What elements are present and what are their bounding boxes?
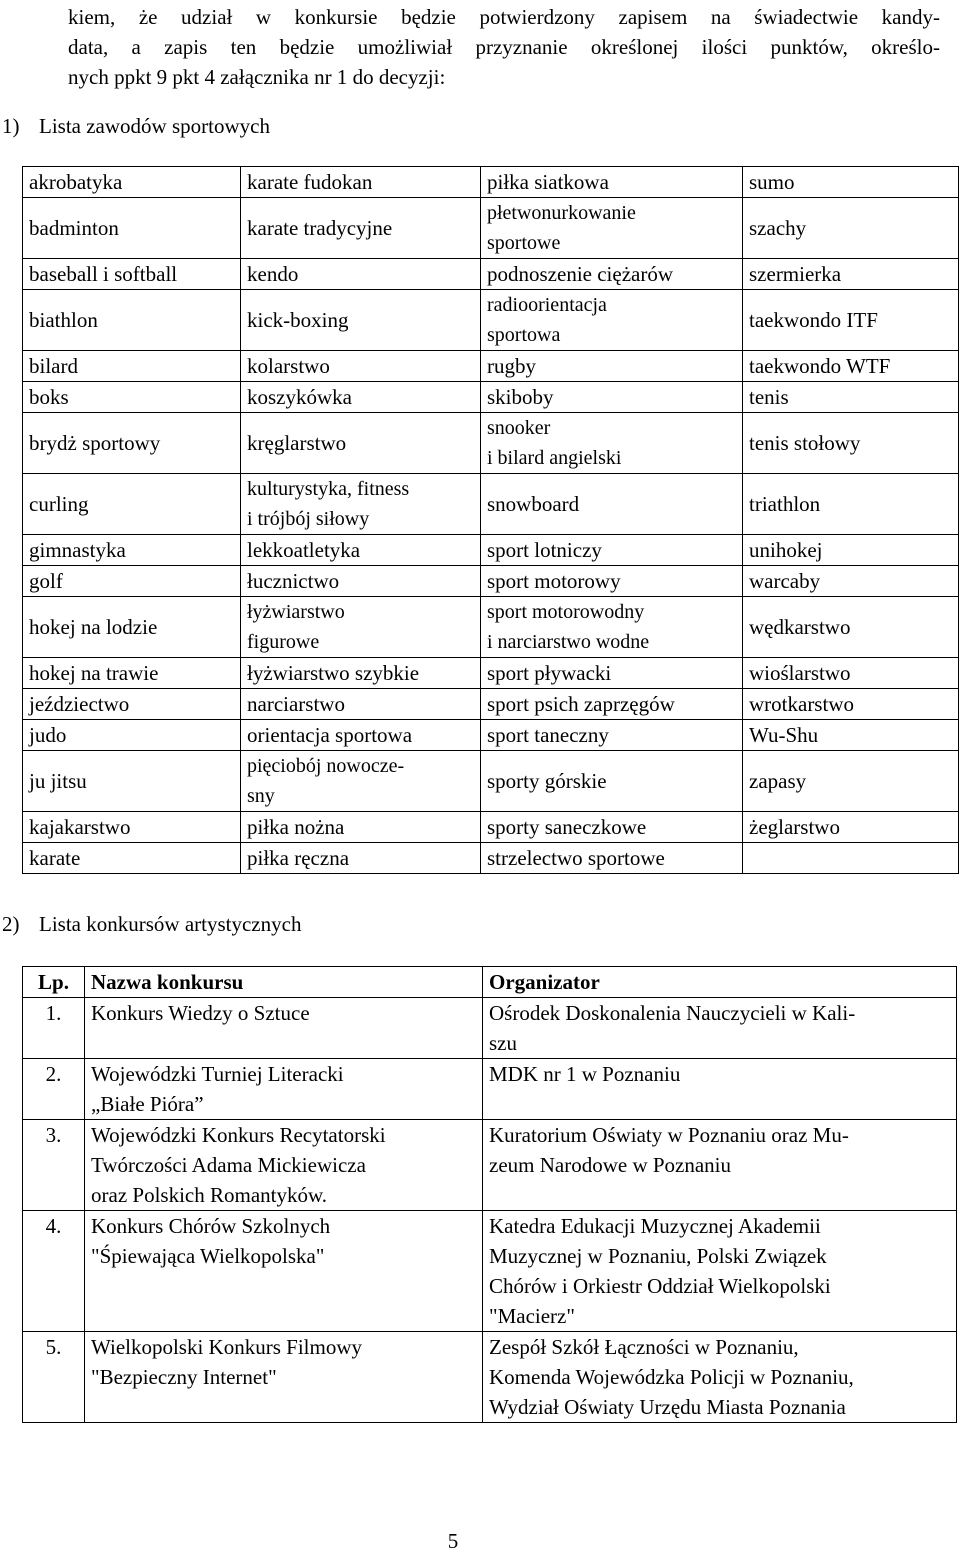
sport-cell — [743, 566, 959, 597]
sport-cell — [743, 474, 959, 535]
sport-name-line: sport taneczny — [487, 723, 609, 747]
sport-cell — [481, 751, 743, 812]
sport-name-line: sport lotniczy — [487, 538, 602, 562]
sport-name-line: i bilard angielski — [487, 447, 622, 469]
header-organizer: Organizator — [483, 967, 957, 998]
sport-cell — [743, 535, 959, 566]
organizer-line: zeum Narodowe w Poznaniu — [489, 1153, 732, 1177]
competition-name-line: „Białe Pióra” — [91, 1092, 204, 1116]
organizer-line: Zespół Szkół Łączności w Poznaniu, — [489, 1335, 799, 1359]
sport-cell — [23, 198, 241, 259]
sport-cell — [743, 720, 959, 751]
sport-name-line: narciarstwo — [247, 692, 345, 716]
competition-name-line: Wojewódzki Turniej Literacki — [91, 1062, 344, 1086]
competition-number: 3. — [23, 1120, 85, 1211]
intro-line: nych ppkt 9 pkt 4 załącznika nr 1 do decyzji: — [68, 65, 446, 89]
section-2-title: Lista konkursów artystycznych — [39, 912, 302, 936]
sport-name-line: sporty saneczkowe — [487, 815, 647, 839]
sport-cell — [23, 382, 241, 413]
sport-cell — [241, 843, 481, 874]
sport-name-line: i trójbój siłowy — [247, 508, 370, 530]
sport-name-line: żeglarstwo — [749, 815, 840, 839]
sport-name-line: karate — [29, 846, 81, 870]
sport-cell — [23, 413, 241, 474]
sport-name-line: karate tradycyjne — [247, 216, 393, 240]
sport-cell — [23, 751, 241, 812]
sport-cell — [241, 535, 481, 566]
header-lp: Lp. — [23, 967, 85, 998]
competition-name-line: Twórczości Adama Mickiewicza — [91, 1153, 366, 1177]
sport-name-line: warcaby — [749, 569, 821, 593]
sport-name-line: triathlon — [749, 492, 821, 516]
sport-name-line: jeździectwo — [29, 692, 130, 716]
competition-organizer — [483, 1332, 957, 1423]
table-row — [23, 720, 959, 751]
intro-line: data, a zapis ten będzie umożliwiał przyznanie określonej ilości punktów, określo- — [68, 35, 940, 59]
sport-name-line: koszykówka — [247, 385, 352, 409]
table-row — [23, 259, 959, 290]
sport-cell — [23, 566, 241, 597]
sport-cell — [743, 413, 959, 474]
competition-name-line: "Bezpieczny Internet" — [91, 1365, 277, 1389]
table-row — [23, 566, 959, 597]
table-row — [23, 1332, 957, 1423]
organizer-line: "Macierz" — [489, 1304, 575, 1328]
competition-organizer — [483, 1120, 957, 1211]
sport-cell — [743, 843, 959, 874]
table-row — [23, 1120, 957, 1211]
sport-name-line: tenis — [749, 385, 789, 409]
sport-name-line: kick-boxing — [247, 308, 349, 332]
sport-cell — [743, 597, 959, 658]
organizer-line: Kuratorium Oświaty w Poznaniu oraz Mu- — [489, 1123, 849, 1147]
sport-name-line: kulturystyka, fitness — [247, 478, 410, 500]
table-row — [23, 382, 959, 413]
sport-name-line: curling — [29, 492, 89, 516]
page-number: 5 — [447, 1529, 459, 1553]
sport-cell — [743, 658, 959, 689]
sport-name-line: wrotkarstwo — [749, 692, 854, 716]
table-row — [23, 751, 959, 812]
sport-name-line: bilard — [29, 354, 78, 378]
sport-name-line: tenis stołowy — [749, 431, 861, 455]
competition-organizer — [483, 998, 957, 1059]
sport-cell — [481, 843, 743, 874]
intro-paragraph — [68, 2, 940, 92]
competition-name — [85, 998, 483, 1059]
sport-name-line: wioślarstwo — [749, 661, 851, 685]
table-row — [23, 413, 959, 474]
competition-name — [85, 1332, 483, 1423]
sport-cell — [23, 535, 241, 566]
table-row — [23, 1211, 957, 1332]
sport-name-line: szachy — [749, 216, 807, 240]
competition-number: 4. — [23, 1211, 85, 1332]
competition-number: 5. — [23, 1332, 85, 1423]
sport-cell — [481, 597, 743, 658]
sport-name-line: podnoszenie ciężarów — [487, 262, 673, 286]
sport-cell — [481, 474, 743, 535]
table-header-row — [23, 967, 957, 998]
sport-name-line: unihokej — [749, 538, 823, 562]
sport-cell — [481, 198, 743, 259]
sport-name-line: kendo — [247, 262, 299, 286]
sport-cell — [23, 720, 241, 751]
table-row — [23, 658, 959, 689]
sport-cell — [743, 689, 959, 720]
sport-cell — [481, 382, 743, 413]
section-1-number: 1) — [2, 114, 20, 138]
sport-name-line: karate fudokan — [247, 170, 373, 194]
sport-cell — [743, 382, 959, 413]
sport-name-line: łyżwiarstwo — [247, 601, 345, 623]
sport-name-line: sportowe — [487, 232, 561, 254]
sport-cell — [481, 812, 743, 843]
sport-name-line: badminton — [29, 216, 119, 240]
sport-cell — [743, 290, 959, 351]
sport-name-line: sport motorowodny — [487, 601, 645, 623]
sport-name-line: ju jitsu — [29, 769, 87, 793]
header-name: Nazwa konkursu — [85, 967, 483, 998]
competition-number: 2. — [23, 1059, 85, 1120]
competition-name-line: Konkurs Wiedzy o Sztuce — [91, 1001, 310, 1025]
sport-cell — [481, 167, 743, 198]
sport-name-line: sport pływacki — [487, 661, 612, 685]
sport-name-line: sportowa — [487, 324, 561, 346]
table-row — [23, 689, 959, 720]
sport-name-line: baseball i softball — [29, 262, 178, 286]
sport-cell — [481, 535, 743, 566]
sport-name-line: snowboard — [487, 492, 580, 516]
sport-name-line: Wu-Shu — [749, 723, 819, 747]
table-row — [23, 474, 959, 535]
table-row — [23, 290, 959, 351]
sport-cell — [241, 167, 481, 198]
sport-cell — [743, 198, 959, 259]
sport-name-line: kajakarstwo — [29, 815, 131, 839]
organizer-line: Chórów i Orkiestr Oddział Wielkopolski — [489, 1274, 831, 1298]
sport-name-line: wędkarstwo — [749, 615, 851, 639]
sport-name-line: hokej na lodzie — [29, 615, 158, 639]
section-1-heading — [2, 113, 270, 139]
sport-cell — [241, 720, 481, 751]
sport-name-line: sumo — [749, 170, 795, 194]
sport-name-line: snooker — [487, 417, 551, 439]
sport-name-line: biathlon — [29, 308, 98, 332]
sport-name-line: strzelectwo sportowe — [487, 846, 665, 870]
sport-name-line: judo — [29, 723, 67, 747]
sport-cell — [241, 198, 481, 259]
competition-organizer — [483, 1211, 957, 1332]
sport-name-line: figurowe — [247, 631, 320, 653]
sport-name-line: skiboby — [487, 385, 554, 409]
sport-cell — [23, 474, 241, 535]
table-row — [23, 1059, 957, 1120]
competition-name-line: "Śpiewająca Wielkopolska" — [91, 1244, 325, 1268]
sport-cell — [743, 351, 959, 382]
table-row — [23, 843, 959, 874]
competition-name-line: oraz Polskich Romantyków. — [91, 1183, 328, 1207]
sport-cell — [481, 658, 743, 689]
organizer-line: Wydział Oświaty Urzędu Miasta Poznania — [489, 1395, 846, 1419]
organizer-line: szu — [489, 1031, 517, 1055]
sport-name-line: gimnastyka — [29, 538, 126, 562]
sport-cell — [23, 351, 241, 382]
sport-cell — [481, 566, 743, 597]
sport-name-line: radioorientacja — [487, 294, 607, 316]
table-row — [23, 597, 959, 658]
sport-name-line: kręglarstwo — [247, 431, 347, 455]
sport-name-line: brydż sportowy — [29, 431, 161, 455]
sport-cell — [23, 597, 241, 658]
sport-cell — [743, 812, 959, 843]
sport-cell — [481, 689, 743, 720]
section-1-title: Lista zawodów sportowych — [39, 114, 270, 138]
sport-name-line: i narciarstwo wodne — [487, 631, 650, 653]
table-row — [23, 167, 959, 198]
sport-name-line: płetwonurkowanie — [487, 202, 636, 224]
sports-table — [22, 166, 959, 874]
sport-name-line: hokej na trawie — [29, 661, 159, 685]
sport-cell — [241, 566, 481, 597]
sport-name-line: piłka nożna — [247, 815, 345, 839]
competition-number: 1. — [23, 998, 85, 1059]
sport-cell — [241, 290, 481, 351]
section-2-number: 2) — [2, 912, 20, 936]
sport-name-line: łyżwiarstwo szybkie — [247, 661, 420, 685]
sport-cell — [23, 843, 241, 874]
organizer-line: Muzycznej w Poznaniu, Polski Związek — [489, 1244, 827, 1268]
organizer-line: MDK nr 1 w Poznaniu — [489, 1062, 681, 1086]
sport-cell — [23, 812, 241, 843]
competition-name-line: Konkurs Chórów Szkolnych — [91, 1214, 331, 1238]
competition-name-line: Wielkopolski Konkurs Filmowy — [91, 1335, 362, 1359]
sport-cell — [241, 259, 481, 290]
organizer-line: Katedra Edukacji Muzycznej Akademii — [489, 1214, 821, 1238]
table-row — [23, 198, 959, 259]
sport-name-line: golf — [29, 569, 63, 593]
sport-cell — [481, 259, 743, 290]
sport-cell — [241, 812, 481, 843]
organizer-line: Ośrodek Doskonalenia Nauczycieli w Kali- — [489, 1001, 856, 1025]
sport-name-line: sport psich zaprzęgów — [487, 692, 675, 716]
sport-cell — [743, 259, 959, 290]
sport-cell — [241, 382, 481, 413]
competition-name — [85, 1211, 483, 1332]
table-row — [23, 812, 959, 843]
sport-cell — [23, 290, 241, 351]
sport-name-line: boks — [29, 385, 69, 409]
sport-cell — [241, 689, 481, 720]
sport-name-line: sport motorowy — [487, 569, 621, 593]
sport-name-line: akrobatyka — [29, 170, 123, 194]
table-row — [23, 351, 959, 382]
sport-name-line: piłka ręczna — [247, 846, 350, 870]
organizer-line: Komenda Wojewódzka Policji w Poznaniu, — [489, 1365, 854, 1389]
section-2-heading — [2, 911, 301, 937]
competition-name — [85, 1059, 483, 1120]
sport-name-line: taekwondo WTF — [749, 354, 891, 378]
sport-cell — [481, 290, 743, 351]
sport-cell — [23, 259, 241, 290]
competitions-table — [22, 966, 957, 1423]
sport-cell — [241, 658, 481, 689]
sport-cell — [481, 351, 743, 382]
competition-organizer — [483, 1059, 957, 1120]
sport-name-line: piłka siatkowa — [487, 170, 609, 194]
sport-cell — [23, 689, 241, 720]
sport-cell — [241, 351, 481, 382]
sport-name-line: sny — [247, 785, 275, 807]
competition-name — [85, 1120, 483, 1211]
sport-name-line: taekwondo ITF — [749, 308, 878, 332]
sport-cell — [23, 167, 241, 198]
sport-name-line: szermierka — [749, 262, 842, 286]
sport-cell — [241, 474, 481, 535]
sport-cell — [23, 658, 241, 689]
sport-cell — [743, 167, 959, 198]
sport-name-line: kolarstwo — [247, 354, 330, 378]
sport-cell — [241, 751, 481, 812]
intro-line: kiem, że udział w konkursie będzie potwierdzony zapisem na świadectwie kandy- — [68, 5, 940, 29]
sport-name-line: zapasy — [749, 769, 807, 793]
sport-cell — [481, 720, 743, 751]
sport-cell — [241, 413, 481, 474]
competition-name-line: Wojewódzki Konkurs Recytatorski — [91, 1123, 386, 1147]
sport-name-line: łucznictwo — [247, 569, 340, 593]
sport-name-line: sporty górskie — [487, 769, 607, 793]
table-row — [23, 998, 957, 1059]
sport-cell — [481, 413, 743, 474]
sport-cell — [743, 751, 959, 812]
sport-cell — [241, 597, 481, 658]
table-row — [23, 535, 959, 566]
sport-name-line: lekkoatletyka — [247, 538, 361, 562]
sport-name-line: orientacja sportowa — [247, 723, 413, 747]
sport-name-line: pięciobój nowocze- — [247, 755, 405, 777]
sport-name-line: rugby — [487, 354, 536, 378]
